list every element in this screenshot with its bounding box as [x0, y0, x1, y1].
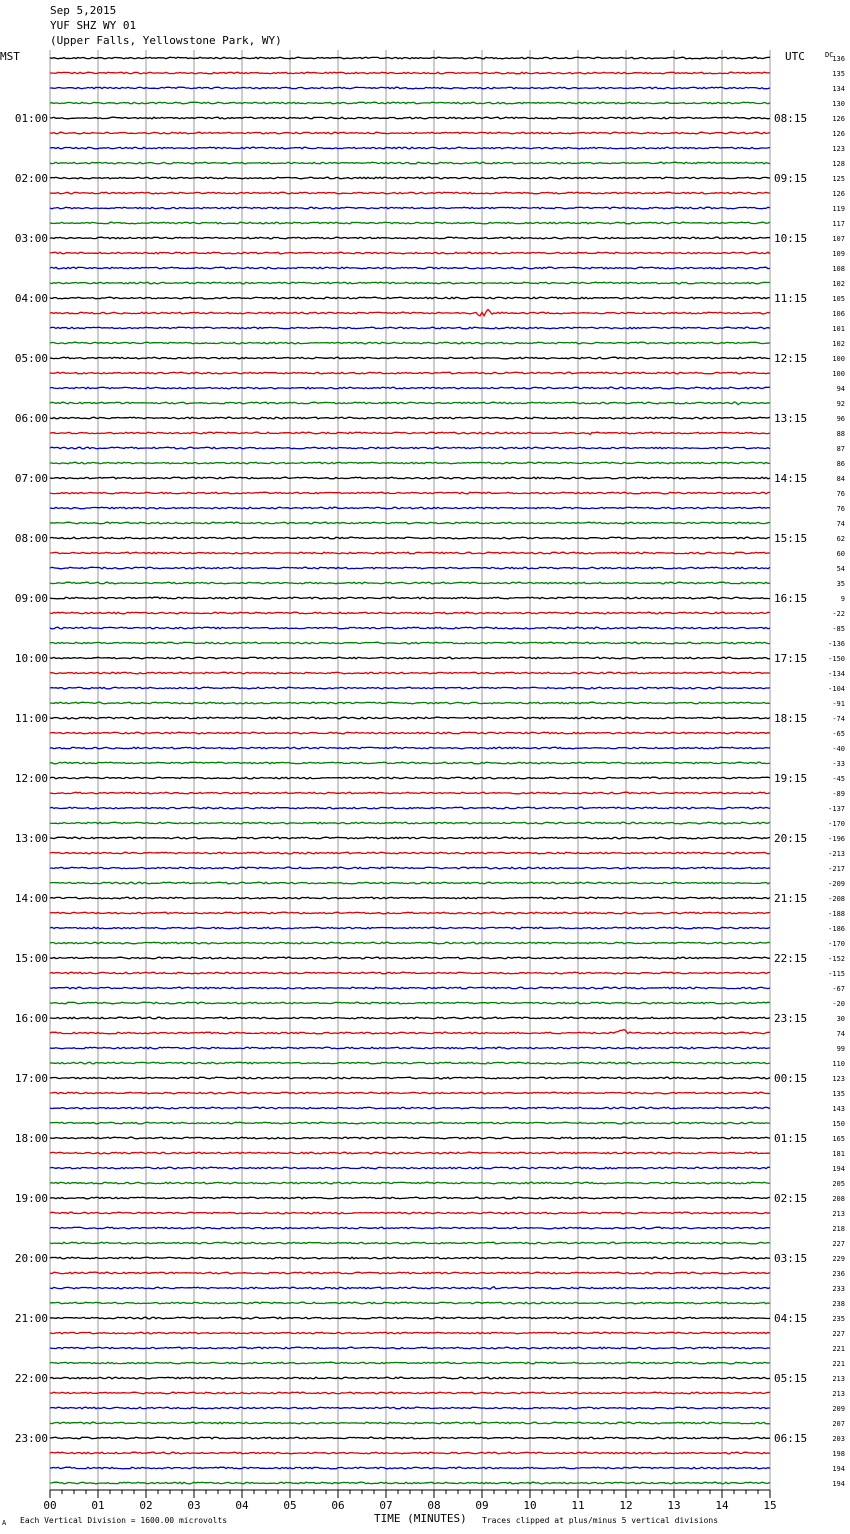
mst-hour-label: 20:00 [14, 1252, 48, 1265]
dc-offset-label: 227 [832, 1240, 845, 1248]
utc-hour-label: 01:15 [774, 1132, 808, 1145]
dc-offset-label: 130 [832, 100, 845, 108]
dc-offset-label: 135 [832, 70, 845, 78]
seismic-trace [50, 1347, 770, 1349]
dc-offset-label: -89 [832, 790, 845, 798]
dc-offset-label: 143 [832, 1105, 845, 1113]
utc-hour-label: 00:15 [774, 1072, 808, 1085]
dc-offset-label: -45 [832, 775, 845, 783]
dc-offset-label: 203 [832, 1435, 845, 1443]
seismic-trace [50, 1137, 770, 1139]
utc-hour-label: 06:15 [774, 1432, 808, 1445]
seismic-trace [50, 222, 770, 224]
seismic-trace [50, 507, 770, 509]
x-tick-label: 12 [619, 1499, 633, 1512]
seismic-trace [50, 1122, 770, 1124]
mst-hour-label: 15:00 [14, 952, 48, 965]
dc-offset-label: -196 [828, 835, 845, 843]
mst-hour-label: 21:00 [14, 1312, 48, 1325]
seismic-trace [50, 477, 770, 479]
seismic-trace [50, 132, 770, 134]
x-tick-label: 05 [283, 1499, 297, 1512]
utc-hour-label: 02:15 [774, 1192, 808, 1205]
seismic-trace [50, 1107, 770, 1109]
scale-note: Each Vertical Division = 1600.00 microvolts [20, 1516, 228, 1525]
seismic-trace [50, 1332, 770, 1334]
dc-offset-label: 123 [832, 145, 845, 153]
seismic-trace [50, 252, 770, 254]
seismic-trace [50, 687, 770, 689]
dc-offset-label: 126 [832, 130, 845, 138]
utc-hour-label: 20:15 [774, 832, 808, 845]
utc-hour-label: 04:15 [774, 1312, 808, 1325]
seismic-trace [50, 567, 770, 569]
dc-offset-label: 54 [836, 565, 845, 573]
utc-hour-label: 16:15 [774, 592, 808, 605]
seismic-trace [50, 882, 770, 884]
mst-hour-label: 12:00 [14, 772, 48, 785]
x-tick-label: 04 [235, 1499, 249, 1512]
dc-offset-label: 165 [832, 1135, 845, 1143]
dc-offset-label: -170 [828, 820, 845, 828]
dc-offset-label: -85 [832, 625, 845, 633]
x-tick-label: 15 [763, 1499, 777, 1512]
utc-hour-label: 22:15 [774, 952, 808, 965]
mst-hour-label: 23:00 [14, 1432, 48, 1445]
mst-hour-label: 05:00 [14, 352, 48, 365]
utc-hour-label: 13:15 [774, 412, 808, 425]
seismic-trace [50, 342, 770, 344]
mst-hour-label: 13:00 [14, 832, 48, 845]
dc-offset-label: 101 [832, 325, 845, 333]
dc-offset-label: -170 [828, 940, 845, 948]
dc-offset-label: 106 [832, 310, 845, 318]
dc-offset-label: -67 [832, 985, 845, 993]
seismic-trace [50, 177, 770, 179]
mst-hour-label: 18:00 [14, 1132, 48, 1145]
dc-offset-label: 108 [832, 265, 845, 273]
dc-offset-label: 229 [832, 1255, 845, 1263]
mst-hour-label: 11:00 [14, 712, 48, 725]
dc-offset-label: 181 [832, 1150, 845, 1158]
seismic-trace [50, 927, 770, 929]
x-tick-label: 09 [475, 1499, 489, 1512]
clip-note: Traces clipped at plus/minus 5 vertical divisions [482, 1516, 719, 1525]
x-axis-label: TIME (MINUTES) [374, 1512, 467, 1525]
utc-hour-label: 18:15 [774, 712, 808, 725]
plot-date: Sep 5,2015 [50, 4, 117, 17]
seismic-trace [50, 282, 770, 284]
seismic-trace [50, 1242, 770, 1244]
seismic-trace [50, 327, 770, 329]
x-tick-label: 14 [715, 1499, 729, 1512]
utc-hour-label: 23:15 [774, 1012, 808, 1025]
dc-offset-label: 107 [832, 235, 845, 243]
dc-offset-label: -91 [832, 700, 845, 708]
utc-hour-label: 10:15 [774, 232, 808, 245]
seismic-trace [50, 432, 770, 434]
x-tick-label: 01 [91, 1499, 105, 1512]
dc-offset-label: 227 [832, 1330, 845, 1338]
seismic-trace [50, 627, 770, 629]
seismic-trace [50, 522, 770, 524]
seismic-trace [50, 1002, 770, 1004]
dc-offset-label: -104 [828, 685, 845, 693]
seismic-trace [50, 447, 770, 449]
dc-offset-label: -74 [832, 715, 845, 723]
seismic-trace [50, 837, 770, 839]
seismic-trace [50, 612, 770, 614]
seismic-trace [50, 717, 770, 719]
seismic-trace [50, 1212, 770, 1214]
dc-offset-label: 30 [836, 1015, 845, 1023]
dc-offset-label: -40 [832, 745, 845, 753]
seismic-trace [50, 310, 770, 316]
utc-timezone-label: UTC [785, 50, 805, 63]
dc-offset-label: 74 [836, 1030, 845, 1038]
seismic-trace [50, 1257, 770, 1259]
dc-offset-label: 99 [836, 1045, 845, 1053]
seismic-trace [50, 1302, 770, 1304]
seismic-trace [50, 657, 770, 659]
seismic-trace [50, 207, 770, 209]
seismic-trace [50, 147, 770, 149]
seismic-trace [50, 1227, 770, 1229]
mst-hour-label: 08:00 [14, 532, 48, 545]
x-tick-label: 03 [187, 1499, 201, 1512]
seismic-trace [50, 1092, 770, 1094]
seismic-trace [50, 402, 770, 405]
dc-offset-label: 126 [832, 190, 845, 198]
seismic-trace [50, 1422, 770, 1424]
seismic-trace [50, 642, 770, 644]
dc-offset-label: 194 [832, 1465, 845, 1473]
mst-hour-label: 02:00 [14, 172, 48, 185]
dc-offset-label: 205 [832, 1180, 845, 1188]
mst-hour-label: 17:00 [14, 1072, 48, 1085]
seismic-trace [50, 912, 770, 914]
utc-hour-label: 12:15 [774, 352, 808, 365]
dc-offset-label: 218 [832, 1225, 845, 1233]
seismic-trace [50, 1407, 770, 1409]
seismic-trace [50, 1467, 770, 1469]
seismic-trace [50, 987, 770, 989]
seismic-trace [50, 1377, 770, 1379]
dc-offset-label: 100 [832, 355, 845, 363]
seismic-trace [50, 102, 770, 104]
mst-hour-label: 22:00 [14, 1372, 48, 1385]
dc-offset-label: 62 [836, 535, 845, 543]
seismic-trace [50, 1062, 770, 1064]
x-tick-label: 07 [379, 1499, 393, 1512]
station-location: (Upper Falls, Yellowstone Park, WY) [50, 34, 282, 47]
dc-offset-label: 9 [840, 595, 845, 603]
dc-offset-label: 207 [832, 1420, 845, 1428]
seismic-trace [50, 1167, 770, 1169]
seismic-trace [50, 1272, 770, 1274]
seismic-trace [50, 582, 770, 584]
seismic-trace [50, 237, 770, 239]
x-tick-label: 00 [43, 1499, 57, 1512]
dc-offset-label: 213 [832, 1375, 845, 1383]
seismic-trace [50, 1077, 770, 1079]
seismic-trace [50, 87, 770, 89]
dc-offset-label: 84 [836, 475, 845, 483]
dc-offset-label: 125 [832, 175, 845, 183]
dc-offset-label: 126 [832, 115, 845, 123]
dc-offset-label: 86 [836, 460, 845, 468]
seismic-trace [50, 1362, 770, 1364]
seismic-trace [50, 852, 770, 854]
dc-offset-label: 150 [832, 1120, 845, 1128]
dc-offset-label: 76 [836, 490, 845, 498]
mst-hour-label: 06:00 [14, 412, 48, 425]
dc-offset-label: 194 [832, 1480, 845, 1488]
seismic-trace [50, 807, 770, 809]
x-tick-label: 02 [139, 1499, 153, 1512]
seismic-trace [50, 1152, 770, 1154]
dc-offset-label: 87 [836, 445, 845, 453]
dc-offset-label: -213 [828, 850, 845, 858]
station-code: YUF SHZ WY 01 [50, 19, 137, 32]
utc-hour-label: 05:15 [774, 1372, 808, 1385]
dc-offset-label: 88 [836, 430, 845, 438]
dc-offset-label: -22 [832, 610, 845, 618]
mst-hour-label: 14:00 [14, 892, 48, 905]
dc-offset-label: -137 [828, 805, 845, 813]
seismic-trace [50, 267, 770, 269]
seismic-trace [50, 492, 770, 494]
dc-offset-label: 102 [832, 340, 845, 348]
mst-hour-label: 19:00 [14, 1192, 48, 1205]
dc-offset-label: -20 [832, 1000, 845, 1008]
dc-offset-label: -134 [828, 670, 845, 678]
dc-offset-label: 213 [832, 1210, 845, 1218]
mst-hour-label: 07:00 [14, 472, 48, 485]
dc-offset-label: 221 [832, 1345, 845, 1353]
dc-offset-label: -115 [828, 970, 845, 978]
seismic-trace [50, 1452, 770, 1454]
seismic-trace [50, 192, 770, 194]
dc-offset-label: -209 [828, 880, 845, 888]
seismic-trace [50, 417, 770, 419]
seismic-trace [50, 1287, 770, 1289]
dc-offset-label: 198 [832, 1450, 845, 1458]
seismic-trace [50, 672, 770, 674]
dc-offset-label: -217 [828, 865, 845, 873]
seismic-trace [50, 792, 770, 794]
dc-offset-label: 209 [832, 1405, 845, 1413]
seismic-trace [50, 1030, 770, 1034]
seismic-trace [50, 117, 770, 119]
dc-offset-label: -188 [828, 910, 845, 918]
seismic-trace [50, 57, 770, 59]
dc-offset-label: 76 [836, 505, 845, 513]
seismic-trace [50, 1047, 770, 1049]
seismic-trace [50, 1437, 770, 1439]
dc-offset-label: 236 [832, 1270, 845, 1278]
mst-hour-label: 03:00 [14, 232, 48, 245]
seismic-trace [50, 1482, 770, 1484]
utc-hour-label: 08:15 [774, 112, 808, 125]
seismic-trace [50, 777, 770, 779]
x-tick-label: 11 [571, 1499, 585, 1512]
dc-offset-label: 128 [832, 160, 845, 168]
dc-offset-label: 221 [832, 1360, 845, 1368]
mst-hour-label: 04:00 [14, 292, 48, 305]
utc-hour-label: 03:15 [774, 1252, 808, 1265]
dc-offset-label: 233 [832, 1285, 845, 1293]
seismic-trace [50, 1317, 770, 1319]
dc-offset-label: 35 [836, 580, 845, 588]
dc-offset-label: 136 [832, 55, 845, 63]
dc-offset-label: 117 [832, 220, 845, 228]
dc-offset-label: -150 [828, 655, 845, 663]
dc-offset-label: -208 [828, 895, 845, 903]
dc-offset-label: 194 [832, 1165, 845, 1173]
dc-offset-label: 110 [832, 1060, 845, 1068]
dc-offset-label: 238 [832, 1300, 845, 1308]
dc-column-label: DC [825, 51, 834, 59]
x-tick-label: 10 [523, 1499, 537, 1512]
dc-offset-label: 92 [836, 400, 845, 408]
seismic-trace [50, 897, 770, 899]
dc-offset-label: 100 [832, 370, 845, 378]
mst-hour-label: 09:00 [14, 592, 48, 605]
seismic-trace [50, 357, 770, 359]
seismic-trace [50, 972, 770, 974]
seismic-trace [50, 72, 770, 74]
seismic-trace [50, 162, 770, 164]
seismic-trace [50, 297, 770, 299]
dc-offset-label: -152 [828, 955, 845, 963]
utc-hour-label: 11:15 [774, 292, 808, 305]
dc-offset-label: 135 [832, 1090, 845, 1098]
utc-hour-label: 21:15 [774, 892, 808, 905]
dc-offset-label: 208 [832, 1195, 845, 1203]
utc-hour-label: 09:15 [774, 172, 808, 185]
utc-hour-label: 15:15 [774, 532, 808, 545]
seismic-trace [50, 552, 770, 554]
dc-offset-label: 235 [832, 1315, 845, 1323]
utc-hour-label: 19:15 [774, 772, 808, 785]
seismic-trace [50, 387, 770, 389]
seismic-trace [50, 822, 770, 824]
dc-offset-label: 60 [836, 550, 845, 558]
dc-offset-label: 119 [832, 205, 845, 213]
footer-corner-mark: A [2, 1519, 7, 1527]
x-tick-label: 13 [667, 1499, 681, 1512]
dc-offset-label: 94 [836, 385, 845, 393]
utc-hour-label: 14:15 [774, 472, 808, 485]
seismic-trace [50, 597, 770, 599]
seismic-trace [50, 537, 770, 539]
dc-offset-label: 123 [832, 1075, 845, 1083]
mst-timezone-label: MST [0, 50, 20, 63]
dc-offset-label: 74 [836, 520, 845, 528]
seismic-trace [50, 867, 770, 869]
dc-offset-label: -65 [832, 730, 845, 738]
seismic-trace [50, 1392, 770, 1394]
dc-offset-label: 109 [832, 250, 845, 258]
seismic-trace [50, 372, 770, 374]
seismic-trace [50, 1017, 770, 1019]
dc-offset-label: 102 [832, 280, 845, 288]
seismic-trace [50, 942, 770, 944]
seismic-trace [50, 747, 770, 749]
x-tick-label: 08 [427, 1499, 441, 1512]
mst-hour-label: 01:00 [14, 112, 48, 125]
dc-offset-label: 96 [836, 415, 845, 423]
mst-hour-label: 16:00 [14, 1012, 48, 1025]
seismic-trace [50, 732, 770, 734]
mst-hour-label: 10:00 [14, 652, 48, 665]
seismic-trace [50, 462, 770, 464]
utc-hour-label: 17:15 [774, 652, 808, 665]
seismic-trace [50, 702, 770, 704]
dc-offset-label: -186 [828, 925, 845, 933]
x-tick-label: 06 [331, 1499, 345, 1512]
dc-offset-label: 213 [832, 1390, 845, 1398]
seismic-trace [50, 762, 770, 764]
seismic-trace [50, 957, 770, 959]
dc-offset-label: 134 [832, 85, 845, 93]
dc-offset-label: -33 [832, 760, 845, 768]
dc-offset-label: -136 [828, 640, 845, 648]
seismic-trace [50, 1182, 770, 1184]
seismic-trace [50, 1197, 770, 1199]
dc-offset-label: 105 [832, 295, 845, 303]
